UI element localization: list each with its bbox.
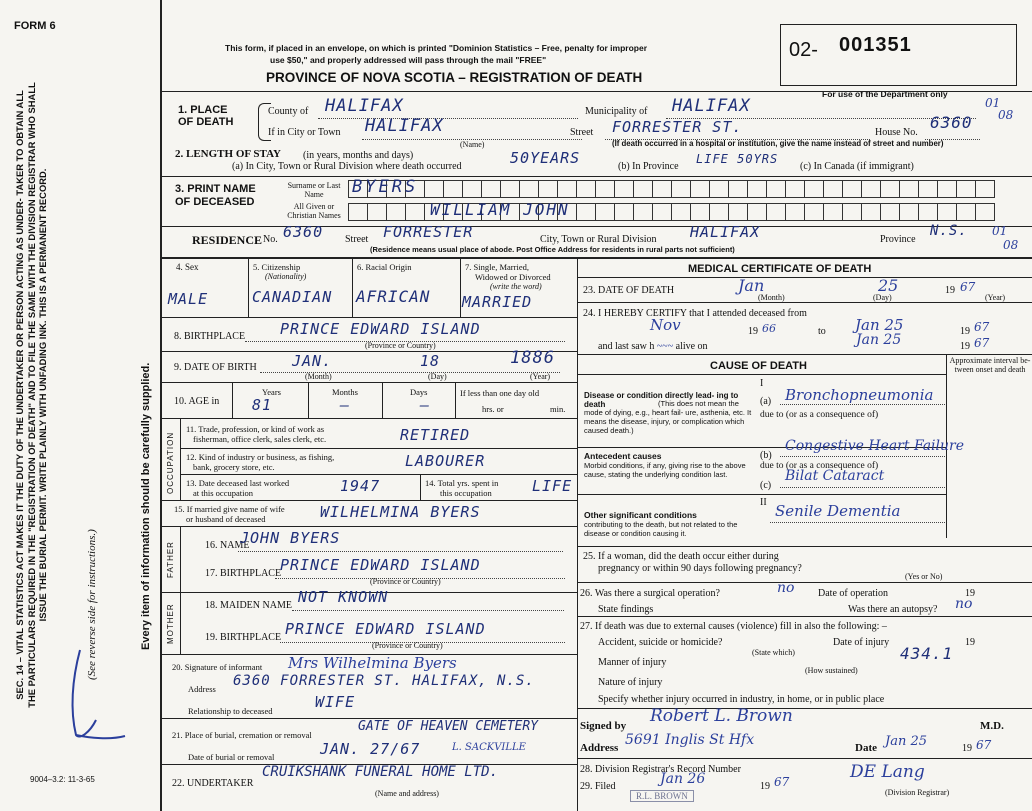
informant-signature: Mrs Wilhelmina Byers xyxy=(288,654,457,672)
mother-maiden-label: 18. MAIDEN NAME xyxy=(205,600,292,611)
notice-line-2: use $50," and properly addressed will pass through the mail "FREE" xyxy=(270,55,547,65)
surname-boxes xyxy=(348,180,995,198)
stay-city-label: (a) In City, Town or Rural Division where death occurred xyxy=(232,161,462,172)
cause-a-label: (a) xyxy=(760,396,772,407)
residence-note: (Residence means usual place of abode. Post Office Address for residents in rural parts not sufficient) xyxy=(370,245,735,254)
place-of-death-label: 1. PLACE OF DEATH xyxy=(178,104,234,128)
undertaker-label: 22. UNDERTAKER xyxy=(172,778,254,789)
signed-year: 67 xyxy=(976,738,992,752)
trade-label-2: fisherman, office clerk, sales clerk, etc. xyxy=(193,434,327,444)
state-findings-label: State findings xyxy=(598,604,654,615)
house-value: 6360 xyxy=(930,113,973,132)
injury-date-label: Date of injury xyxy=(833,637,890,648)
residence-code-2: 08 xyxy=(1003,238,1019,252)
form-title: PROVINCE OF NOVA SCOTIA – REGISTRATION OF DEATH xyxy=(266,70,643,85)
certify-label: 24. I HEREBY CERTIFY that I attended deceased from xyxy=(583,308,807,319)
name-label: 3. PRINT NAME OF DECEASED xyxy=(175,183,256,208)
place-street-label: Street xyxy=(570,127,594,138)
total-years-value: LIFE xyxy=(532,477,573,495)
cause-c-label: (c) xyxy=(760,480,772,491)
stay-canada-label: (c) In Canada (if immigrant) xyxy=(800,161,914,172)
occupation-side-label: OCCUPATION xyxy=(166,431,175,494)
hospital-note: (If death occurred in a hospital or institution, give the name instead of street and number) xyxy=(612,139,944,148)
attended-to-year: 67 xyxy=(974,320,990,334)
department-use-label: For use of the Department only xyxy=(822,89,948,99)
mother-birthplace-label: 19. BIRTHPLACE xyxy=(205,632,282,643)
left-margin-mark xyxy=(50,640,130,750)
dod-year-hint: (Year) xyxy=(985,293,1006,302)
place-street-value: FORRESTER ST. xyxy=(612,118,743,136)
birthplace-value: PRINCE EDWARD ISLAND xyxy=(280,320,481,338)
citizenship-label: 5. Citizenship xyxy=(253,262,301,272)
accident-label: Accident, suicide or homicide? xyxy=(598,637,723,648)
q26-label: 26. Was there a surgical operation? xyxy=(580,588,720,599)
filed-year-prefix: 19 xyxy=(760,781,770,792)
filed-year: 67 xyxy=(774,775,790,789)
stay-city-value: 50YEARS xyxy=(510,149,581,167)
surname-value: BYERS xyxy=(352,177,419,197)
q25-yes-no-hint: (Yes or No) xyxy=(905,572,943,581)
length-of-stay-hint: (in years, months and days) xyxy=(303,150,414,161)
dob-day-hint: (Day) xyxy=(428,372,447,381)
cause-a-due-to: due to (or as a consequence of) xyxy=(760,410,879,420)
medical-certificate-title: MEDICAL CERTIFICATE OF DEATH xyxy=(688,263,872,275)
specify-label: Specify whether injury occurred in industry, in home, or in public place xyxy=(598,694,885,705)
father-name-label: 16. NAME xyxy=(205,540,250,551)
cause-b-label: (b) xyxy=(760,450,772,461)
last-worked-label-2: at this occupation xyxy=(193,488,253,498)
total-years-label-1: 14. Total yrs. spent in xyxy=(425,478,499,488)
signed-date-value: Jan 25 xyxy=(885,734,928,749)
form-number: FORM 6 xyxy=(14,20,56,32)
relationship-value: WIFE xyxy=(315,693,356,711)
informant-signature-label: 20. Signature of informant xyxy=(172,662,263,672)
marital-label-3: (write the word) xyxy=(490,282,542,291)
trade-value: RETIRED xyxy=(400,426,471,444)
industry-value: LABOURER xyxy=(405,452,486,470)
municipality-value: HALIFAX xyxy=(672,96,751,116)
how-sustained-hint: (How sustained) xyxy=(805,666,858,675)
given-names-value: WILLIAM JOHN xyxy=(430,200,570,219)
stay-province-value: LIFE 50YRS xyxy=(696,152,779,166)
direct-cause-note: (This does not mean the mode of dying, e.g., heart fail- ure, asthenia, etc. It means the disease, injury, or complication which caused death.) xyxy=(584,399,752,435)
informant-address: 6360 FORRESTER ST. HALIFAX, N.S. xyxy=(233,673,535,689)
attended-to-year-prefix: 19 xyxy=(960,326,970,337)
filed-date-value: Jan 26 xyxy=(660,771,706,787)
last-worked-label-1: 13. Date deceased last worked xyxy=(186,478,290,488)
department-code-2: 08 xyxy=(998,108,1014,122)
father-birthplace-hint: (Province or Country) xyxy=(370,577,441,586)
age-months-value: — xyxy=(340,396,351,414)
mother-side-label: MOTHER xyxy=(166,603,175,644)
industry-label-2: bank, grocery store, etc. xyxy=(193,462,275,472)
reverse-side-note: (See reverse side for instructions.) xyxy=(86,529,98,680)
sex-label: 4. Sex xyxy=(176,262,199,272)
operation-year-prefix: 19 xyxy=(965,588,975,599)
birthplace-hint: (Province or Country) xyxy=(365,341,436,350)
racial-origin-label: 6. Racial Origin xyxy=(357,262,412,272)
md-label: M.D. xyxy=(980,720,1004,732)
father-name-value: JOHN BYERS xyxy=(240,529,341,547)
side-notes xyxy=(14,80,139,710)
wife-label-1: 15. If married give name of wife xyxy=(174,504,285,514)
dob-year-hint: (Year) xyxy=(530,372,551,381)
dod-month-hint: (Month) xyxy=(758,293,785,302)
birthplace-label: 8. BIRTHPLACE xyxy=(174,331,246,342)
county-value: HALIFAX xyxy=(325,96,404,116)
signed-year-prefix: 19 xyxy=(962,743,972,754)
burial-date-label: Date of burial or removal xyxy=(188,752,275,762)
attended-from-year: 66 xyxy=(762,322,776,335)
signed-by-value: Robert L. Brown xyxy=(650,706,793,726)
residence-city-label: City, Town or Rural Division xyxy=(540,234,657,245)
age-years-label: Years xyxy=(262,387,281,397)
wife-value: WILHELMINA BYERS xyxy=(320,503,481,521)
cause-part-ii: II xyxy=(760,497,767,508)
registrar-signature: DE Lang xyxy=(850,762,925,782)
city-value: HALIFAX xyxy=(365,116,444,136)
mother-birthplace-value: PRINCE EDWARD ISLAND xyxy=(285,620,486,638)
signed-date-label: Date xyxy=(855,742,877,754)
residence-label: RESIDENCE xyxy=(192,233,263,247)
citizenship-value: CANADIAN xyxy=(252,288,333,306)
injury-year-prefix: 19 xyxy=(965,637,975,648)
notice-line-1: This form, if placed in an envelope, on which is printed "Dominion Statistics – Free, penalty for improper xyxy=(225,43,648,53)
given-names-label: All Given or Christian Names xyxy=(287,202,341,220)
antecedent-note: Morbid conditions, if any, giving rise to the above cause, stating the underlying condition last. xyxy=(584,461,746,479)
physician-address-value: 5691 Inglis St Hfx xyxy=(625,732,755,748)
physician-address-label: Address xyxy=(580,742,619,754)
burial-place-label: 21. Place of burial, cremation or removal xyxy=(172,730,312,740)
attended-to: Jan 25 xyxy=(855,316,904,334)
cause-part-i: I xyxy=(760,378,764,389)
burial-place-value: GATE OF HEAVEN CEMETERY xyxy=(358,719,539,734)
hours-label: hrs. or xyxy=(482,404,504,414)
residence-city-value: HALIFAX xyxy=(690,223,761,241)
attended-from-year-prefix: 19 xyxy=(748,326,758,337)
sec14-note: SEC. 14 – VITAL STATISTICS ACT MAKES IT THE DUTY OF THE UNDERTAKER OR PERSON ACTING AS UNDER- TAKER TO OBTAIN ALL THE PARTICULARS REQUIRED IN THE "REGISTRATION OF DEATH" AND TO FILE THE SAME WITH THE DIVISION REGISTRAR WHO SHALL ISSUE THE BURIAL PERMIT. WRITE PLAINLY WITH UNFADING INK. THIS IS A PERMANENT RECORD. xyxy=(14,82,49,708)
signed-by-label: Signed by xyxy=(580,720,627,732)
racial-origin-value: AFRICAN xyxy=(356,287,431,306)
last-worked-value: 1947 xyxy=(340,477,381,495)
relationship-label: Relationship to deceased xyxy=(188,706,273,716)
marital-label-1: 7. Single, Married, xyxy=(465,262,529,272)
date-of-death-month: Jan xyxy=(738,276,765,295)
burial-date-value: JAN. 27/67 xyxy=(320,740,421,758)
state-which-hint: (State which) xyxy=(752,648,795,657)
q27-label: 27. If death was due to external causes (violence) fill in also the following: – xyxy=(580,621,887,632)
date-of-death-day: 25 xyxy=(878,276,899,295)
attended-to-label: to xyxy=(818,326,826,337)
nature-label: Nature of injury xyxy=(598,677,663,688)
age-years-value: 81 xyxy=(252,396,273,414)
marital-label-2: Widowed or Divorced xyxy=(475,272,551,282)
direct-cause-label: Disease or condition directly lead- ing to death xyxy=(584,391,739,409)
mother-maiden-value: NOT KNOWN xyxy=(298,588,389,606)
registration-number: 001351 xyxy=(839,34,912,56)
house-label: House No. xyxy=(875,127,918,138)
burial-extra-note: L. SACKVILLE xyxy=(452,742,526,753)
other-conditions-note: contributing to the death, but not related to the disease or condition causing it. xyxy=(584,520,738,538)
county-label: County of xyxy=(268,106,309,117)
attended-from: Nov xyxy=(650,316,681,334)
undertaker-hint: (Name and address) xyxy=(375,789,439,798)
print-code: 9004–3.2: 11-3-65 xyxy=(30,775,95,784)
wife-label-2: or husband of deceased xyxy=(186,514,266,524)
registration-number-box xyxy=(780,24,1017,86)
dob-year: 1886 xyxy=(510,348,555,368)
antecedent-label: Antecedent causes xyxy=(584,451,662,461)
date-of-death-label: 23. DATE OF DEATH xyxy=(583,285,675,296)
operation-date-label: Date of operation xyxy=(818,588,888,599)
department-code-1: 01 xyxy=(985,96,1001,110)
residence-no-value: 6360 xyxy=(283,223,324,241)
industry-label-1: 12. Kind of industry or business, as fishing, xyxy=(186,452,335,462)
undertaker-value: CRUIKSHANK FUNERAL HOME LTD. xyxy=(262,764,499,780)
less-day-label: If less than one day old xyxy=(460,388,540,398)
last-saw-year: 67 xyxy=(974,336,990,350)
registration-prefix: 02- xyxy=(789,39,818,61)
dob-day: 18 xyxy=(420,352,441,370)
surname-label: Surname or Last Name xyxy=(287,181,341,199)
last-saw-label: and last saw h ~~~ alive on xyxy=(598,341,708,352)
every-item-note: Every item of information should be carefully supplied. xyxy=(140,362,152,650)
physician-stamp: R.L. BROWN xyxy=(630,790,694,802)
residence-province-label: Province xyxy=(880,234,916,245)
informant-address-label: Address xyxy=(188,684,216,694)
mother-birthplace-hint: (Province or Country) xyxy=(372,641,443,650)
manner-label: Manner of injury xyxy=(598,657,667,668)
residence-no-label: No. xyxy=(263,234,278,245)
other-conditions-value: Senile Dementia xyxy=(775,502,901,520)
age-days-value: — xyxy=(420,396,431,414)
other-conditions-label: Other significant conditions xyxy=(584,510,697,520)
residence-street-value: FORRESTER xyxy=(383,223,474,241)
stay-province-label: (b) In Province xyxy=(618,161,679,172)
q26-value: no xyxy=(777,580,795,596)
q29-label: 29. Filed xyxy=(580,781,616,792)
dob-month-hint: (Month) xyxy=(305,372,332,381)
dod-day-hint: (Day) xyxy=(873,293,892,302)
q28-label: 28. Division Registrar's Record Number xyxy=(580,764,741,775)
age-label: 10. AGE in xyxy=(174,396,220,407)
date-of-death-year: 67 xyxy=(960,280,976,294)
cause-b-value: Congestive Heart Failure xyxy=(785,438,965,454)
cause-a-value: Bronchopneumonia xyxy=(785,386,934,404)
age-days-label: Days xyxy=(410,387,428,397)
residence-code-1: 01 xyxy=(992,224,1008,238)
marital-value: MARRIED xyxy=(462,293,533,311)
minutes-label: min. xyxy=(550,404,566,414)
last-saw-year-prefix: 19 xyxy=(960,341,970,352)
trade-label-1: 11. Trade, profession, or kind of work as xyxy=(186,424,325,434)
sex-value: MALE xyxy=(168,290,209,308)
cause-c-value: Bilat Cataract xyxy=(785,468,885,484)
age-months-label: Months xyxy=(332,387,358,397)
code-value: 434.1 xyxy=(900,644,954,663)
cause-b-due-to: due to (or as a consequence of) xyxy=(760,461,879,471)
father-side-label: FATHER xyxy=(166,541,175,578)
date-of-death-year-prefix: 19 xyxy=(945,285,955,296)
residence-street-label: Street xyxy=(345,234,369,245)
municipality-label: Municipality of xyxy=(585,106,648,117)
father-birthplace-label: 17. BIRTHPLACE xyxy=(205,568,282,579)
total-years-label-2: this occupation xyxy=(440,488,492,498)
city-label: If in City or Town xyxy=(268,127,341,138)
last-saw-date: Jan 25 xyxy=(856,332,902,348)
father-birthplace-value: PRINCE EDWARD ISLAND xyxy=(280,556,481,574)
interval-label: Approximate interval be- tween onset and death xyxy=(949,356,1031,374)
cause-of-death-title: CAUSE OF DEATH xyxy=(710,360,807,372)
registrar-hint: (Division Registrar) xyxy=(885,788,950,797)
q25-line-1: 25. If a woman, did the death occur either during xyxy=(583,551,779,562)
residence-province-value: N.S. xyxy=(930,223,968,239)
dob-month: JAN. xyxy=(292,352,333,370)
citizenship-hint: (Nationality) xyxy=(265,272,307,281)
length-of-stay-label: 2. LENGTH OF STAY xyxy=(175,148,281,160)
city-name-hint: (Name) xyxy=(460,140,485,149)
dob-label: 9. DATE OF BIRTH xyxy=(174,362,257,373)
q25-line-2: pregnancy or within 90 days following pregnancy? xyxy=(598,563,802,574)
autopsy-label: Was there an autopsy? xyxy=(848,604,938,615)
autopsy-value: no xyxy=(955,596,973,612)
